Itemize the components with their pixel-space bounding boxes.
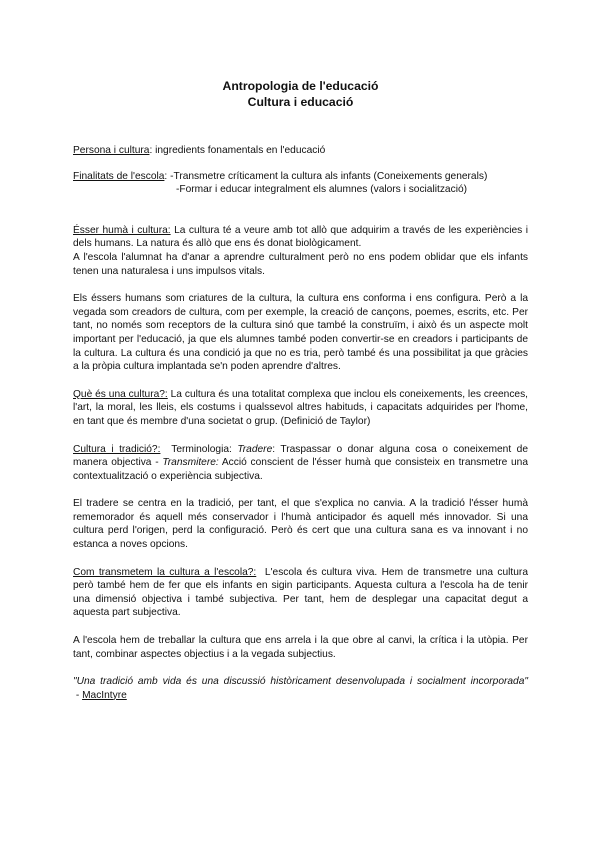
tradere-term: Tradere [237, 443, 273, 455]
tradicio-paragraph [73, 443, 528, 484]
transmetre-paragraph [73, 566, 531, 620]
quote-author: MacIntyre [82, 689, 127, 701]
esser-paragraph [73, 224, 528, 251]
quote-text: "Una tradició amb vida és una discussió històricament desenvolupada i socialment incorporada" [73, 676, 528, 688]
esser-paragraph-2: A l'escola l'alumnat ha d'anar a aprendre culturalment però no ens podem oblidar que els infants tenen una naturalesa i uns impulsos vitals. [73, 251, 528, 277]
quote-paragraph [73, 675, 528, 702]
finalitats-goal-1: -Transmetre críticament la cultura als infants (Coneixements generals) [170, 170, 488, 182]
document-title: Antropologia de l'educació [222, 79, 379, 93]
tradicio-text-c: Acció conscient de l'ésser humà que consisteix en transmetre una contextualització o experiència subjectiva. [73, 457, 528, 482]
tradicio-text-a: Terminologia: [160, 443, 238, 455]
escola-paragraph: A l'escola hem de treballar la cultura que ens arrela i la que obre al canvi, la crítica i la utòpia. Per tant, combinar aspectes objectius i a la vegada subjectius. [73, 635, 528, 660]
transmetre-text: L'escola és cultura viva. Hem de transmetre una cultura però també hem de fer que els infants en sigin participants. Aquesta cultura a l'escola ha de tenir una dimensió objectiva i també subjectiva. Per tant, hem de desplegar una capacitat degut a aquesta part subjectiva. [73, 566, 531, 619]
transmitere-term: Transmitere: [162, 457, 219, 469]
que-es-paragraph [73, 388, 528, 429]
finalitats-heading: Finalitats de l'escola [73, 170, 165, 182]
que-es-heading: Què és una cultura?: [73, 388, 168, 400]
essers-paragraph: Els éssers humans som criatures de la cultura, la cultura ens conforma i ens configura. Però a la vegada som creadors de cultura, com per exemple, la creació de cançons, poemes, escrits, etc. Per tant, no només som receptors de la cultura sinó que també la construïm, i això és un aspecte molt important per l'educació, ja que els alumnes també poden convertir-se en creadors i participants de la cultura. La cultura és una condició ja que no es tria, però també és una possibilitat ja que gràcies a la pròpia cultura implantada se'n poden aprendre d'altres. [73, 293, 528, 373]
esser-heading: Ésser humà i cultura: [73, 224, 171, 236]
document-page [73, 78, 531, 702]
transmetre-heading: Com transmetem la cultura a l'escola?: [73, 566, 257, 578]
esser-text-1: La cultura té a veure amb tot allò que adquirim a través de les experiències i dels humans. La natura és allò que ens és donat biològicament. [73, 224, 528, 250]
finalitats-block [73, 170, 528, 184]
tradicio-text-b: : Traspassar o donar alguna cosa o coneixement de manera objectiva - [73, 443, 528, 469]
persona-text: : ingredients fonamentals en l'educació [149, 145, 326, 156]
tradicio-heading: Cultura i tradició?: [73, 443, 161, 455]
finalitats-colon: : [164, 170, 171, 182]
quote-dash: - [73, 689, 83, 701]
persona-heading: Persona i cultura [73, 145, 150, 156]
tradere-paragraph: El tradere se centra en la tradició, per tant, el que s'explica no canvia. A la tradició l'ésser humà rememorador és aquell més conservador i l'humà anticipador és aquell més innovador. Si una cultura perd l'origen, perd la configuració. Però és cert que una cultura sana es va innovant i no estanca a noves opcions. [73, 498, 528, 551]
que-es-text: La cultura és una totalitat complexa que inclou els coneixements, les creences, l'art, la moral, les lleis, els costums i qualssevol altres habituds, i capacitats adquirides per l'home, en tant que és membre d'una societat o grup. (Definició de Taylor) [73, 388, 529, 427]
persona-line [73, 144, 528, 158]
finalitats-goal-2: -Formar i educar integralment els alumnes (valors i socialització) [176, 184, 468, 196]
document-subtitle: Cultura i educació [247, 95, 354, 109]
